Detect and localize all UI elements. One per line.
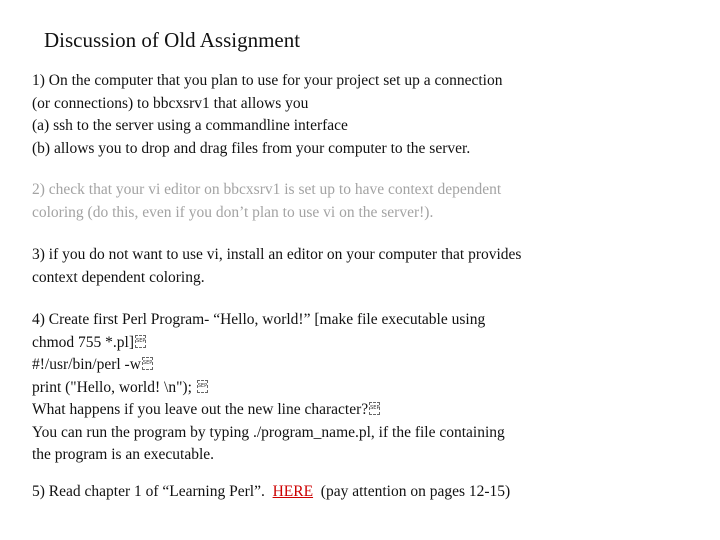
separator-glyph-icon: SEP [142, 357, 153, 370]
item-2-vi-coloring [32, 179, 692, 224]
chmod-text: chmod 755 *.pl] [32, 333, 135, 351]
item-1-line: 1) On the computer that you plan to use for your project set up a connection [32, 72, 503, 89]
reading-text: 5) Read chapter 1 of “Learning Perl”. [32, 483, 273, 500]
separator-glyph-icon: SEP [135, 335, 146, 348]
item-5-line [32, 481, 692, 504]
print-statement-text: print ("Hello, world! \n"); [32, 378, 196, 396]
item-3-line: 3) if you do not want to use vi, install an editor on your computer that provides [32, 246, 522, 263]
item-1-line: (b) allows you to drop and drag files from your computer to the server. [32, 139, 471, 157]
item-4-line: 4) Create first Perl Program- “Hello, world!” [make file executable using [32, 311, 486, 328]
item-4-line [32, 377, 692, 400]
item-3-line: context dependent coloring. [32, 268, 205, 286]
item-2-line: coloring (do this, even if you don’t plan to use vi on the server!). [32, 203, 434, 221]
item-1-line: (or connections) to bbcxsrv1 that allows you [32, 94, 309, 112]
item-5-reading [32, 481, 692, 504]
separator-glyph-icon: SEP [197, 380, 208, 393]
item-1-connection-setup [32, 70, 692, 160]
item-4-line: You can run the program by typing ./program_name.pl, if the file containing [32, 423, 505, 441]
item-2-line: 2) check that your vi editor on bbcxsrv1 is set up to have context dependent [32, 181, 502, 198]
item-4-line [32, 332, 692, 355]
item-1-line: (a) ssh to the server using a commandline interface [32, 117, 348, 134]
item-3-editor-install [32, 244, 692, 289]
question-text: What happens if you leave out the new line character? [32, 401, 369, 418]
item-4-line [32, 399, 692, 422]
item-4-perl-program [32, 309, 692, 467]
separator-glyph-icon: SEP [369, 402, 380, 415]
shebang-text: #!/usr/bin/perl -w [32, 356, 141, 373]
item-4-line: the program is an executable. [32, 446, 215, 463]
item-4-line [32, 354, 692, 377]
pages-note-text: (pay attention on pages 12-15) [313, 483, 511, 500]
slide-title: Discussion of Old Assignment [44, 28, 301, 52]
here-link[interactable]: HERE [272, 483, 314, 500]
